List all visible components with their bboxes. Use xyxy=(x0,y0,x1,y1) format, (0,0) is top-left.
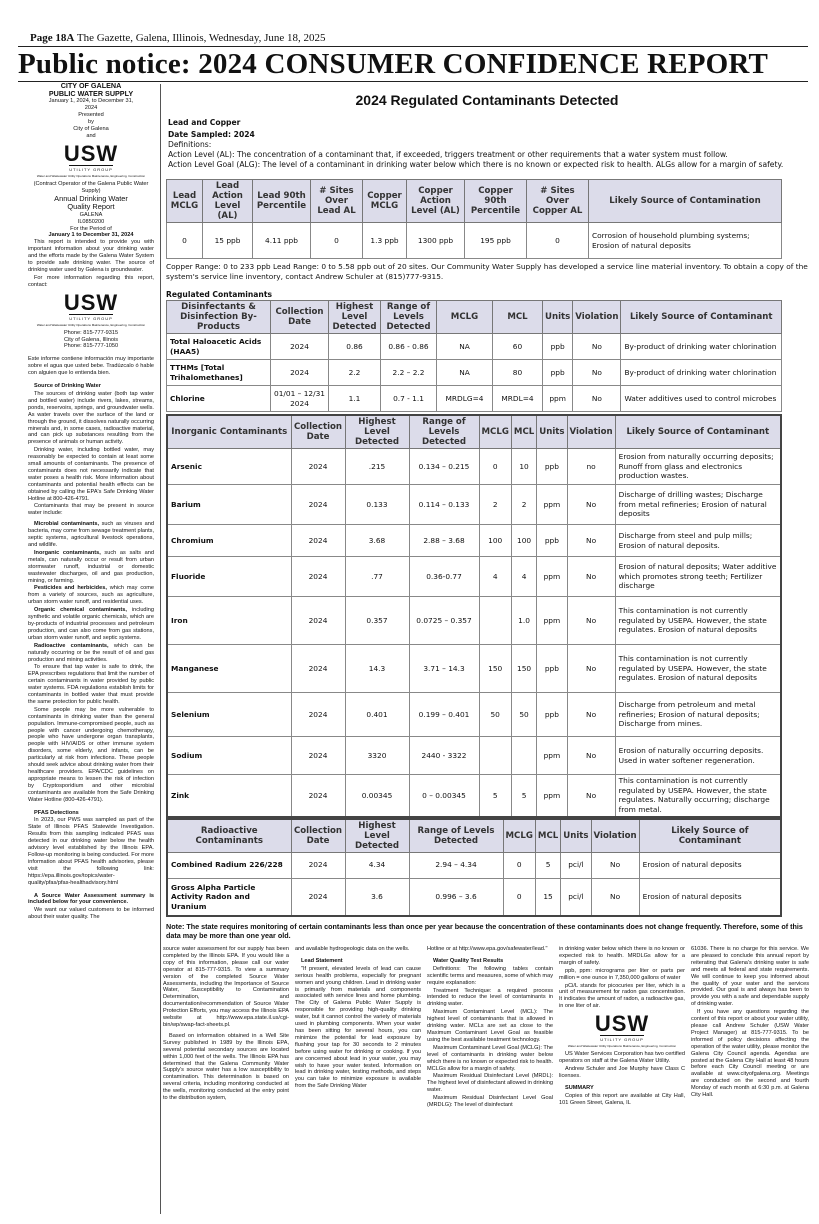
column-header: Range of Levels Detected xyxy=(409,819,503,853)
table-cell: No xyxy=(567,525,615,557)
usw-logo-2 xyxy=(28,289,154,327)
table-cell: 2024 xyxy=(291,449,345,485)
left-microbial-text: such as viruses and bacteria, may come from sewage treatment plants, septic systems, agricultural livestock operations, and wildlife. xyxy=(28,521,154,548)
table-cell: Erosion of natural deposits xyxy=(639,878,781,916)
column-header: Copper 90th Percentile xyxy=(465,180,527,223)
table-cell: ppb xyxy=(537,525,567,557)
column-header: MCL xyxy=(493,301,543,334)
table-cell: 2.2 xyxy=(329,360,381,386)
bottom-mrdlg-cont: in drinking water below which there is no known or expected risk to health. MRDLGs allow for a margin of safety. xyxy=(559,946,685,966)
table-cell: 2.94 – 4.34 xyxy=(409,852,503,878)
radioactive-table-header xyxy=(167,819,781,853)
table-cell: Erosion from naturally occurring deposits; Runoff from glass and electronics production wastes. xyxy=(615,449,781,485)
data-age-note: Note: The state requires monitoring of certain contaminants less than once per year because the concentration of these contaminants does not change frequently. Therefore, some of this data may be more than one year old. xyxy=(166,922,803,941)
column-header: Disinfectants & Disinfection By-Products xyxy=(167,301,271,334)
table-cell: By-product of drinking water chlorination xyxy=(621,334,782,360)
left-heading-city: CITY OF GALENA xyxy=(60,81,122,90)
bottom-questions-text: If you have any questions regarding the content of this report or about your water utility, please call Andrew Schuler (USW Water Project Manager) at 815-777-9315. To be informed of policy decisions affecting the operation of the water utility, please monitor the Galena City Council agenda. Agendas are posted at the Galena City Hall at least 48 hours before each City Council meeting or are available at www.cityofgalena.org. Meetings are conducted on the second and fourth Monday of each month at 6:30 p.m. at Galena City Hall. xyxy=(691,1009,809,1099)
left-section-assessment: A Source Water Assessment summary is included below for your convenience. xyxy=(28,892,154,906)
left-organic-text: including synthetic and volatile organic chemicals, which are by-products of industrial processes and petroleum production, and can also come from gas stations, urban storm water runoff, and septic systems. xyxy=(28,607,155,641)
bottom-summary-text: Copies of this report are available at City Hall, 101 Green Street, Galena, IL xyxy=(559,1092,685,1106)
left-id-number: IL0850200 xyxy=(77,218,105,225)
table-cell: 3.68 xyxy=(345,525,409,557)
table-cell: By-product of drinking water chlorination xyxy=(621,360,782,386)
bottom-hotline-text: Hotline or at http://www.epa.gov/safewater/lead." xyxy=(427,946,548,952)
table-row xyxy=(167,557,781,597)
table-cell: Manganese xyxy=(167,645,291,693)
bottom-column-5 xyxy=(559,946,685,1107)
table-cell: Barium xyxy=(167,485,291,525)
left-pesticides-label: Pesticides and herbicides, xyxy=(34,585,107,592)
left-by: by xyxy=(88,119,94,126)
bottom-lead-statement: "If present, elevated levels of lead can cause serious health problems, especially for pregnant women and young children. Lead in drinking water is primarily from materials and components associated with service lines and home plumbing. The City of Galena Public Water Supply is responsible for providing high-quality drinking water, but it cannot control the variety of materials used in plumbing components. When your water has been sitting for several hours, you can minimize the potential for lead exposure by flushing your tap for 30 seconds to 2 minutes before using water for drinking or cooking. If you are concerned about lead in your water, you may wish to have your water tested. Information on lead in drinking water, testing methods, and steps you can take to minimize exposure is available from the Safe Drinking Water xyxy=(295,965,421,1090)
usw-logo xyxy=(28,140,154,178)
column-header: Lead 90th Percentile xyxy=(253,180,311,223)
table-cell: 0.401 xyxy=(345,693,409,737)
column-header: Likely Source of Contaminant xyxy=(615,415,781,449)
left-inorganic-label: Inorganic contaminants, xyxy=(34,549,101,556)
bottom-column-4 xyxy=(427,946,553,1110)
table-cell: ppm xyxy=(543,386,573,412)
table-cell: Gross Alpha Particle Activity Radon and Uranium xyxy=(167,878,291,916)
left-report-title-1: Annual Drinking Water xyxy=(54,193,128,203)
table-cell: ppb xyxy=(543,334,573,360)
table-cell: No xyxy=(591,878,639,916)
table-cell: 2024 xyxy=(271,360,329,386)
table-cell: 2 xyxy=(511,485,536,525)
left-inorganic-text: such as salts and metals, can naturally occur or result from urban stormwater runoff, industrial or domestic wastewater discharges, oil and gas production, mining, or farming. xyxy=(28,549,154,584)
left-pesticides-text: which may come from a variety of sources, such as agriculture, urban storm water runoff, and residential uses. xyxy=(28,585,154,606)
bottom-summary-heading: SUMMARY xyxy=(565,1084,594,1091)
table-cell: 5 xyxy=(479,775,511,817)
table-cell: 150 xyxy=(511,645,536,693)
page-header xyxy=(30,32,326,44)
table-cell: No xyxy=(573,360,621,386)
column-header: MCLG xyxy=(503,819,535,853)
table-cell: 50 xyxy=(479,693,511,737)
table-cell: Selenium xyxy=(167,693,291,737)
newspaper-dateline: The Gazette, Galena, Illinois, Wednesday, June 18, 2025 xyxy=(74,32,326,44)
left-contract: (Contract Operator of the Galena Public Water Supply) xyxy=(33,180,149,194)
lead-alg-def: Action Level Goal (ALG): The level of a contaminant in drinking water below which there is no known or expected risk to health. ALGs allow for a margin of safety. xyxy=(168,160,784,169)
column-header: Likely Source of Contaminant xyxy=(639,819,781,853)
main-title: 2024 Regulated Contaminants Detected xyxy=(355,92,619,108)
column-header: # Sites Over Copper AL xyxy=(527,180,589,223)
column-divider xyxy=(160,84,161,1214)
lead-action-level-def: Action Level (AL): The concentration of a contaminant that, if exceeded, triggers treatment or other requirements that a water system must follow. xyxy=(168,150,728,159)
table-cell: 0.7 - 1.1 xyxy=(381,386,437,412)
table-row xyxy=(167,878,781,916)
column-header: Likely Source of Contamination xyxy=(589,180,782,223)
table-cell: ppb xyxy=(537,449,567,485)
table-cell: 3.6 xyxy=(345,878,409,916)
bottom-mcl-def: Maximum Contaminant Level (MCL): The highest level of contaminants that is allowed in drinking water. MCLs are set as close to the Maximum Contaminant Level Goal as feasible using the best available treatment technology. xyxy=(427,1009,553,1043)
table-row xyxy=(167,525,781,557)
table-cell: 0.0725 – 0.357 xyxy=(409,597,479,645)
left-radioactive-label: Radioactive contaminants, xyxy=(34,642,109,649)
bottom-test-results-heading: Water Quality Test Results xyxy=(433,957,504,964)
table-cell: No xyxy=(567,737,615,775)
table-cell: 4 xyxy=(479,557,511,597)
left-epa-paragraph: To ensure that tap water is safe to drink, the EPA prescribes regulations that limit the number of certain contaminants in water provided by public water systems. FDA regulations establish limits for contaminants in bottled water that must provide the same protection for public health. xyxy=(28,664,154,705)
table-cell: 0.134 – 0.215 xyxy=(409,449,479,485)
left-section-source: Source of Drinking Water xyxy=(34,383,101,390)
column-header: MCLG xyxy=(479,415,511,449)
table-cell: 2024 xyxy=(291,737,345,775)
usw-logo-text: USW xyxy=(63,140,119,166)
left-phone-city: Phone: 815-777-1050 xyxy=(63,343,119,350)
table-cell: No xyxy=(573,334,621,360)
table-cell: 0 xyxy=(527,223,589,259)
table-cell: 0 xyxy=(503,878,535,916)
table-cell: ppb xyxy=(537,645,567,693)
table-cell: 1.1 xyxy=(329,386,381,412)
table-cell: 0 xyxy=(503,852,535,878)
radioactive-table xyxy=(166,818,782,918)
left-intro-paragraph: This report is intended to provide you with important information about your drinking water and the efforts made by the Galena Water System to provide safe drinking water. The source of drinking water used by Galena is groundwater. xyxy=(28,239,154,273)
bottom-column-6 xyxy=(691,946,809,1100)
table-cell: 0 xyxy=(311,223,363,259)
table-cell: Fluoride xyxy=(167,557,291,597)
left-microbial-label: Microbial contaminants, xyxy=(34,521,100,528)
left-contact-paragraph: For more information regarding this report, contact: xyxy=(28,274,154,288)
disinfectants-table xyxy=(166,300,782,412)
column-header: Collection Date xyxy=(291,415,345,449)
table-cell: 2024 xyxy=(291,597,345,645)
table-cell: 2 xyxy=(479,485,511,525)
table-cell: 1300 ppb xyxy=(407,223,465,259)
table-cell: ppb xyxy=(543,360,573,386)
table-cell: No xyxy=(567,775,615,817)
table-cell: NA xyxy=(437,334,493,360)
table-cell: ppm xyxy=(537,775,567,817)
table-cell: NA xyxy=(437,360,493,386)
table-cell: 100 xyxy=(479,525,511,557)
bottom-licenses-text: Andrew Schuler and Joe Murphy have Class C licenses. xyxy=(559,1065,685,1079)
left-spanish-note: Este informe contiene información muy importante sobre el agua que usted bebe. Tradúzcalo ó hable con alguien que lo entienda bien. xyxy=(28,356,154,377)
table-cell: No xyxy=(567,693,615,737)
table-cell: 15 xyxy=(535,878,560,916)
table-cell: Chromium xyxy=(167,525,291,557)
table-cell: 2024 xyxy=(291,775,345,817)
inorganic-table xyxy=(166,414,782,818)
bottom-mrdlg-def: Maximum Residual Disinfectant Level Goal (MRDLG): The level of disinfectant xyxy=(427,1095,553,1109)
left-vulnerable-paragraph: Some people may be more vulnerable to contaminants in drinking water than the general population. Immune-compromised people, such as people with cancer undergoing chemotherapy, people who have undergone organ transplants, people with HIV/AIDS or other immune system disorders, some elderly, and infants, can be particularly at risk from infections. These people should seek advice about drinking water from their healthcare providers. EPA/CDC guidelines on appropriate means to lessen the risk of infection by Cryptosporidium and other microbial contaminants are available from the Safe Drinking Water Hotline (800-426-4791). xyxy=(28,706,154,803)
table-cell: pci/l xyxy=(561,852,591,878)
table-cell: This contamination is not currently regulated by USEPA. However, the state regulates. Erosion of natural deposits xyxy=(615,597,781,645)
column-header: Highest Level Detected xyxy=(329,301,381,334)
table-cell: Arsenic xyxy=(167,449,291,485)
table-cell: 2024 xyxy=(291,878,345,916)
column-header: Lead Action Level (AL) xyxy=(203,180,253,223)
table-cell: Discharge of drilling wastes; Discharge from metal refineries; Erosion of natural deposits xyxy=(615,485,781,525)
table-cell: No xyxy=(591,852,639,878)
table-cell: 0.36-0.77 xyxy=(409,557,479,597)
column-header: # Sites Over Lead AL xyxy=(311,180,363,223)
table-cell: .215 xyxy=(345,449,409,485)
table-cell: 60 xyxy=(493,334,543,360)
page-number: Page 18A xyxy=(30,32,75,44)
table-cell: No xyxy=(573,386,621,412)
column-header: Copper MCLG xyxy=(363,180,407,223)
table-cell: Total Haloacetic Acids (HAA5) xyxy=(167,334,271,360)
table-row xyxy=(167,737,781,775)
table-cell: Erosion of natural deposits; Water additive which promotes strong teeth; Fertilizer discharge xyxy=(615,557,781,597)
usw-logo-sub-3: UTILITY GROUP xyxy=(600,1037,644,1043)
table-cell: 0.114 – 0.133 xyxy=(409,485,479,525)
table-cell: 150 xyxy=(479,645,511,693)
left-period-label: For the Period of xyxy=(70,225,112,232)
table-cell: 0.133 xyxy=(345,485,409,525)
left-source-paragraph: The sources of drinking water (both tap water and bottled water) include rivers, lakes, streams, ponds, reservoirs, springs, and groundwater wells. As water travels over the surface of the land or through the ground, it dissolves naturally occurring minerals and, in some cases, radioactive material, and can pick up substances resulting from the presence of animals or human activity. xyxy=(28,390,154,446)
table-cell: ppm xyxy=(537,737,567,775)
bottom-mclg-def: Maximum Contaminant Level Goal (MCLG): The level of contaminants in drinking water below which there is no known or expected risk to health. MCLGs allow for a margin of safety. xyxy=(427,1044,553,1072)
column-header: Units xyxy=(561,819,591,853)
table-row xyxy=(167,775,781,817)
inorganic-table-header xyxy=(167,415,781,449)
lead-date-sampled: Date Sampled: 2024 xyxy=(168,130,255,139)
table-cell: 5 xyxy=(511,775,536,817)
bottom-ppb-def: ppb, ppm: micrograms per liter or parts per million = one ounce in 7,350,000 gallons of water xyxy=(559,967,685,981)
table-cell: 195 ppb xyxy=(465,223,527,259)
table-cell: No xyxy=(567,485,615,525)
regulated-contaminants-title: Regulated Contaminants xyxy=(166,290,272,300)
table-row xyxy=(167,334,782,360)
table-cell: ppm xyxy=(537,557,567,597)
table-cell: 2024 xyxy=(291,557,345,597)
left-heading-supply: PUBLIC WATER SUPPLY xyxy=(48,89,134,99)
column-header: Violation xyxy=(567,415,615,449)
table-cell: Discharge from steel and pulp mills; Erosion of natural deposits. xyxy=(615,525,781,557)
bottom-column-2 xyxy=(163,946,289,1103)
lead-copper-heading: Lead and Copper xyxy=(168,118,241,127)
header-rule xyxy=(18,46,808,47)
lead-table-row xyxy=(167,223,782,259)
table-cell: 2024 xyxy=(291,485,345,525)
left-id-name: GALENA xyxy=(79,211,103,218)
left-organic xyxy=(28,607,154,642)
table-cell: Discharge from petroleum and metal refineries; Erosion of natural deposits; Discharge from mines. xyxy=(615,693,781,737)
table-cell: no xyxy=(567,449,615,485)
column-header: Range of Levels Detected xyxy=(409,415,479,449)
bottom-lead-statement-heading: Lead Statement xyxy=(301,957,343,964)
main-content xyxy=(164,84,810,940)
bottom-column-3 xyxy=(295,946,421,1091)
usw-logo-tagline-2: Water and Wastewater Utility Operations Maintenance, Engineering, Construction xyxy=(36,322,146,327)
column-header: MCL xyxy=(511,415,536,449)
bottom-operators-text: US Water Services Corporation has two certified operators on staff at the Galena Water Utility. xyxy=(559,1051,685,1064)
table-cell: Zink xyxy=(167,775,291,817)
left-assessment-paragraph: We want our valued customers to be informed about their water quality. The xyxy=(28,907,154,921)
column-header: Units xyxy=(543,301,573,334)
table-cell: 2024 xyxy=(291,645,345,693)
bottom-hydro-text: and available hydrogeologic data on the wells. xyxy=(295,946,410,952)
column-header: Copper Action Level (AL) xyxy=(407,180,465,223)
column-header: Inorganic Contaminants xyxy=(167,415,291,449)
column-header: Collection Date xyxy=(291,819,345,853)
lead-copper-table xyxy=(166,179,782,259)
column-header: Likely Source of Contaminant xyxy=(621,301,782,334)
table-cell xyxy=(479,737,511,775)
table-row xyxy=(167,360,782,386)
bottom-mrdl-def: Maximum Residual Disinfectant Level (MRDL): The highest level of disinfectant allowed in drinking water. xyxy=(427,1073,553,1094)
bottom-survey-paragraph: Based on information obtained in a Well Site Survey published in 1989 by the Illinois EPA, several potential secondary sources are located within 1,000 feet of the wells. The Illinois EPA has determined that the Galena Community Water Supply's source water has a low susceptibility to contamination. This determination is based on several criteria, including monitoring conducted at the wells, monitoring conducted at the entry point to the distribution system, xyxy=(163,1032,289,1102)
table-cell: 3320 xyxy=(345,737,409,775)
table-cell: No xyxy=(567,645,615,693)
left-phone-usw: Phone: 815-777-9315 xyxy=(63,329,119,336)
left-dates: January 1, 2024, to December 31, 2024 xyxy=(48,98,134,112)
table-cell: 2.2 – 2.2 xyxy=(381,360,437,386)
table-cell: Sodium xyxy=(167,737,291,775)
column-header: MCL xyxy=(535,819,560,853)
table-cell: 0.199 – 0.401 xyxy=(409,693,479,737)
table-cell: ppm xyxy=(537,485,567,525)
left-city: City of Galena xyxy=(73,126,109,133)
column-header: Highest Level Detected xyxy=(345,415,409,449)
table-row xyxy=(167,485,781,525)
table-cell: pci/l xyxy=(561,878,591,916)
table-cell: .77 xyxy=(345,557,409,597)
table-cell: 80 xyxy=(493,360,543,386)
lead-range-note: Copper Range: 0 to 233 ppb Lead Range: 0 to 5.58 ppb out of 20 sites. Our Community Water Supply has developed a service line material inventory. To obtain a copy of the system's service line inventory, contact Andrew Schuler at (815)777-9315. xyxy=(166,262,808,281)
table-row xyxy=(167,386,782,412)
left-microbial xyxy=(28,521,154,549)
bottom-treatment-technique: Treatment Technique: a required process intended to reduce the level of contaminants in drinking water. xyxy=(427,987,553,1008)
table-cell: 0.357 xyxy=(345,597,409,645)
table-cell: Combined Radium 226/228 xyxy=(167,852,291,878)
table-cell: Corrosion of household plumbing systems; Erosion of natural deposits xyxy=(589,223,782,259)
table-row xyxy=(167,852,781,878)
column-header: Range of Levels Detected xyxy=(381,301,437,334)
usw-logo-text-3: USW xyxy=(594,1011,650,1037)
table-cell: 3.71 – 14.3 xyxy=(409,645,479,693)
table-cell xyxy=(479,597,511,645)
column-header: Collection Date xyxy=(271,301,329,334)
table-cell: No xyxy=(567,597,615,645)
table-row xyxy=(167,449,781,485)
left-and: and xyxy=(86,132,96,139)
table-cell: 2024 xyxy=(291,693,345,737)
column-header: Violation xyxy=(573,301,621,334)
bottom-swa-paragraph: source water assessment for our supply has been completed by the Illinois EPA. If you would like a copy of this information, please call our water operator at 815-777-9315. To view a summary version of the completed Source Water Assessments, including the Importance of Source Water, Susceptibility to Contamination Determination, and documentation/recommendation of Source Water Protection Efforts, you may access the Illinois EPA website at http://www.epa.state.il.us/cgi-bin/wp/swap-fact-sheets.pl. xyxy=(163,946,289,1028)
table-cell: 4 xyxy=(511,557,536,597)
table-cell: 10 xyxy=(511,449,536,485)
table-cell: 0 – 0.00345 xyxy=(409,775,479,817)
left-pesticides xyxy=(28,585,154,606)
table-cell: 1.3 ppb xyxy=(363,223,407,259)
table-cell: This contamination is not currently regulated by USEPA. However, the state regulates. Naturally occurring; discharge from metal. xyxy=(615,775,781,817)
table-cell: 14.3 xyxy=(345,645,409,693)
column-header: Violation xyxy=(591,819,639,853)
table-cell: 0.86 - 0.86 xyxy=(381,334,437,360)
lead-definitions-label: Definitions: xyxy=(168,140,212,149)
table-row xyxy=(167,597,781,645)
banner-title: Public notice: 2024 CONSUMER CONFIDENCE REPORT xyxy=(18,48,769,80)
table-cell: 0.996 – 3.6 xyxy=(409,878,503,916)
usw-logo-3 xyxy=(559,1013,685,1048)
usw-logo-tagline-3: Water and Wastewater Utility Operations Maintenance, Engineering, Construction xyxy=(567,1044,677,1049)
table-cell: TTHMs [Total Trihalomethanes] xyxy=(167,360,271,386)
table-cell: Water additives used to control microbes xyxy=(621,386,782,412)
left-contaminants-paragraph: Drinking water, including bottled water, may reasonably be expected to contain at least some small amounts of contaminants. The presence of contaminants does not necessarily indicate that water poses a health risk. More information about contaminants and potential health effects can be obtained by calling the EPA's Safe Drinking Water Hotline at 800-426-4791. xyxy=(28,447,154,502)
table-cell: 1.0 xyxy=(511,597,536,645)
table-cell: MRDL=4 xyxy=(493,386,543,412)
table-cell: 4.34 xyxy=(345,852,409,878)
usw-logo-sub-2: UTILITY GROUP xyxy=(69,315,113,321)
column-header: MCLG xyxy=(437,301,493,334)
table-cell: Iron xyxy=(167,597,291,645)
table-cell: MRDLG=4 xyxy=(437,386,493,412)
table-cell: Erosion of naturally occurring deposits. Used in water softener regeneration. xyxy=(615,737,781,775)
left-radioactive xyxy=(28,643,154,664)
table-cell: 0.00345 xyxy=(345,775,409,817)
table-cell: 2.88 – 3.68 xyxy=(409,525,479,557)
table-cell: 2024 xyxy=(271,334,329,360)
column-header: Units xyxy=(537,415,567,449)
table-cell: 0 xyxy=(479,449,511,485)
table-cell: ppm xyxy=(537,597,567,645)
table-cell: Chlorine xyxy=(167,386,271,412)
table-row xyxy=(167,693,781,737)
lead-table-header xyxy=(167,180,782,223)
bottom-definitions-text: Definitions: The following tables contain scientific terms and measures, some of which may require explanation: xyxy=(427,965,553,986)
table-cell: 2024 xyxy=(291,852,345,878)
left-radioactive-text: which can be naturally occurring or be the result of oil and gas production and mining activities. xyxy=(28,642,154,663)
table-cell xyxy=(511,737,536,775)
usw-logo-sub: UTILITY GROUP xyxy=(69,166,113,172)
table-cell: Erosion of natural deposits xyxy=(639,852,781,878)
left-source-list-intro: Contaminants that may be present in source water include: xyxy=(28,503,154,517)
table-cell: 0 xyxy=(167,223,203,259)
table-cell: ppb xyxy=(537,693,567,737)
table-cell: No xyxy=(567,557,615,597)
column-header: Highest Level Detected xyxy=(345,819,409,853)
disinfectants-table-header xyxy=(167,301,782,334)
left-period: January 1 to December 31, 2024 xyxy=(48,232,134,239)
column-header: Radioactive Contaminants xyxy=(167,819,291,853)
left-city-line: City of Galena, Illinois xyxy=(63,336,119,343)
table-cell: 01/01 – 12/31 2024 xyxy=(271,386,329,412)
usw-logo-text-2: USW xyxy=(63,289,119,315)
bottom-pci-def: pCi/L stands for picocuries per liter, which is a unit of measurement for radon gas concentration. It indicates the amount of radon, a radioactive gas, in one liter of air. xyxy=(559,982,685,1010)
table-cell: 50 xyxy=(511,693,536,737)
usw-logo-tagline: Water and Wastewater Utility Operations Maintenance, Engineering, Construction xyxy=(36,173,146,178)
left-column xyxy=(28,82,154,922)
table-cell: 2440 - 3322 xyxy=(409,737,479,775)
table-cell: 5 xyxy=(535,852,560,878)
lead-copper-intro xyxy=(164,118,810,170)
left-section-pfas: PFAS Detections xyxy=(34,809,79,816)
table-cell: 2024 xyxy=(291,525,345,557)
bottom-conclusion-text: 61036. There is no charge for this service. We are pleased to conclude this annual report by reiterating that Galena's drinking water is safe and meets all federal and state requirements. We will continue to keep you informed about the quality of your water and the services provided. Our goal is and always has been to provide you with a safe and dependable supply of drinking water. xyxy=(691,946,809,1008)
left-pfas-paragraph: In 2023, our PWS was sampled as part of the State of Illinois PFAS Statewide Investigation. Results from this sampling indicated PFAS was detected in our drinking water below the health advisory level established by the Illinois EPA. Follow-up monitoring is being conducted. For more information about PFAS health advisories, please visit the following link: https://epa.illinois.gov/topics/water-quality/pfas/pfas-healthadvisory.html xyxy=(28,817,154,886)
table-row xyxy=(167,645,781,693)
table-cell: 4.11 ppb xyxy=(253,223,311,259)
table-cell: This contamination is not currently regulated by USEPA. However, the state regulates. Erosion of natural deposits xyxy=(615,645,781,693)
left-presented: Presented xyxy=(78,112,104,119)
left-inorganic xyxy=(28,550,154,585)
table-cell: 15 ppb xyxy=(203,223,253,259)
table-cell: 100 xyxy=(511,525,536,557)
column-header: Lead MCLG xyxy=(167,180,203,223)
table-cell: 0.86 xyxy=(329,334,381,360)
left-organic-label: Organic chemical contaminants, xyxy=(34,607,127,614)
left-report-title-2: Quality Report xyxy=(67,202,115,212)
